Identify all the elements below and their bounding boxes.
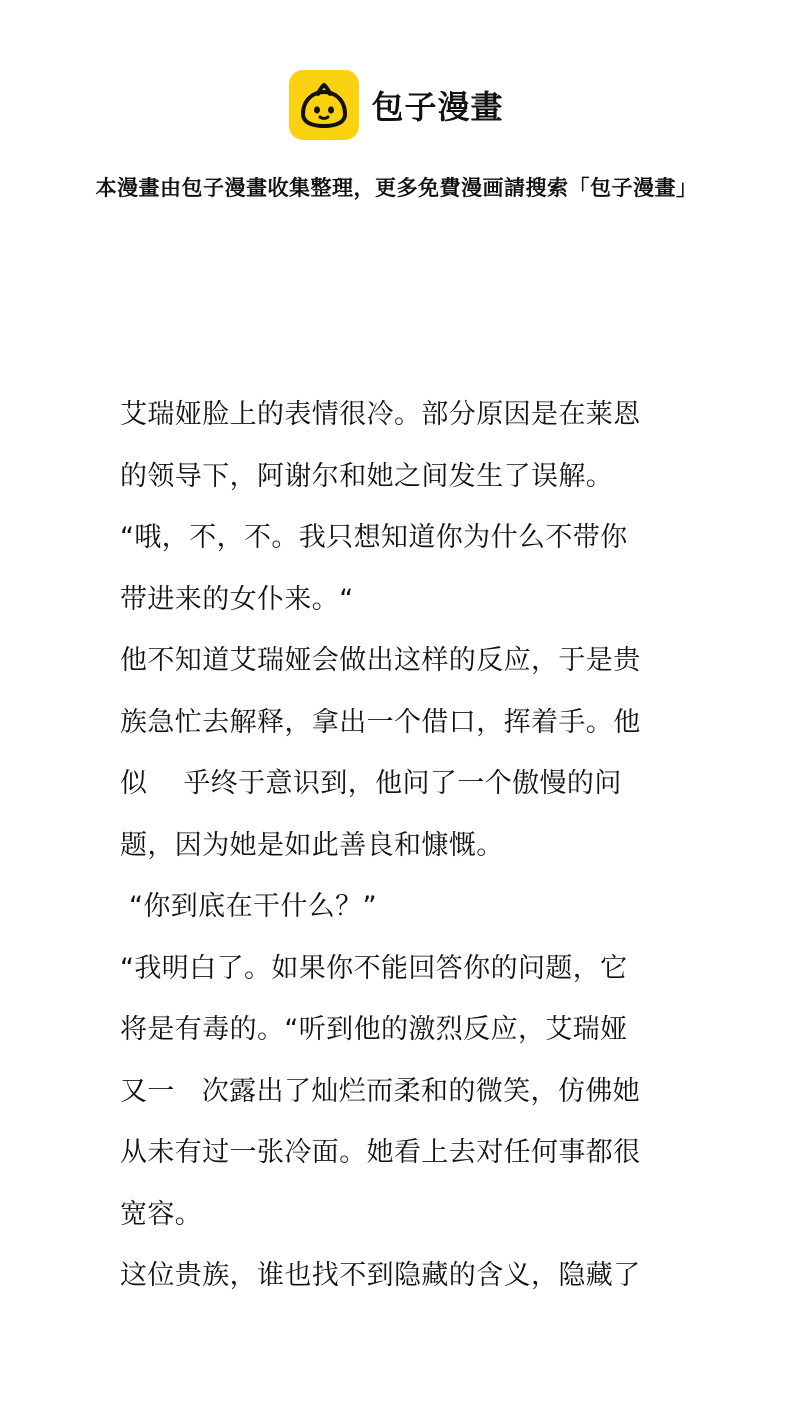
site-header bbox=[0, 70, 793, 140]
story-line: “你到底在干什么？” bbox=[120, 891, 377, 922]
story-line: “我明白了。如果你不能回答你的问题，它 bbox=[120, 952, 628, 984]
bun-face-icon bbox=[289, 70, 359, 140]
brand-name: 包子漫畫 bbox=[371, 88, 504, 126]
story-line: 又一 次露出了灿烂而柔和的微笑，仿佛她 bbox=[120, 1075, 641, 1107]
story-line: 题，因为她是如此善良和慷慨。 bbox=[120, 829, 504, 861]
story-text bbox=[120, 384, 680, 1307]
story-line: 族急忙去解释，拿出一个借口，挥着手。他 bbox=[120, 706, 641, 738]
story-line: 将是有毒的。“听到他的激烈反应，艾瑞娅 bbox=[120, 1014, 628, 1045]
story-line: 带进来的女仆来。“ bbox=[120, 583, 354, 615]
story-line: 似 乎终于意识到，他问了一个傲慢的问 bbox=[120, 768, 622, 799]
collection-notice: 本漫畫由包子漫畫收集整理，更多免費漫画請搜索「包子漫畫」 bbox=[95, 176, 698, 200]
story-line: 从未有过一张冷面。她看上去对任何事都很 bbox=[120, 1137, 641, 1168]
story-line: 这位贵族，谁也找不到隐藏的含义，隐藏了 bbox=[120, 1260, 641, 1291]
story-line: “哦，不，不。我只想知道你为什么不带你 bbox=[120, 522, 628, 553]
story-line: 他不知道艾瑞娅会做出这样的反应，于是贵 bbox=[120, 645, 641, 676]
story-line: 的领导下，阿谢尔和她之间发生了误解。 bbox=[120, 460, 614, 492]
story-line: 宽容。 bbox=[120, 1198, 203, 1230]
story-line: 艾瑞娅脸上的表情很冷。部分原因是在莱恩 bbox=[120, 399, 641, 430]
